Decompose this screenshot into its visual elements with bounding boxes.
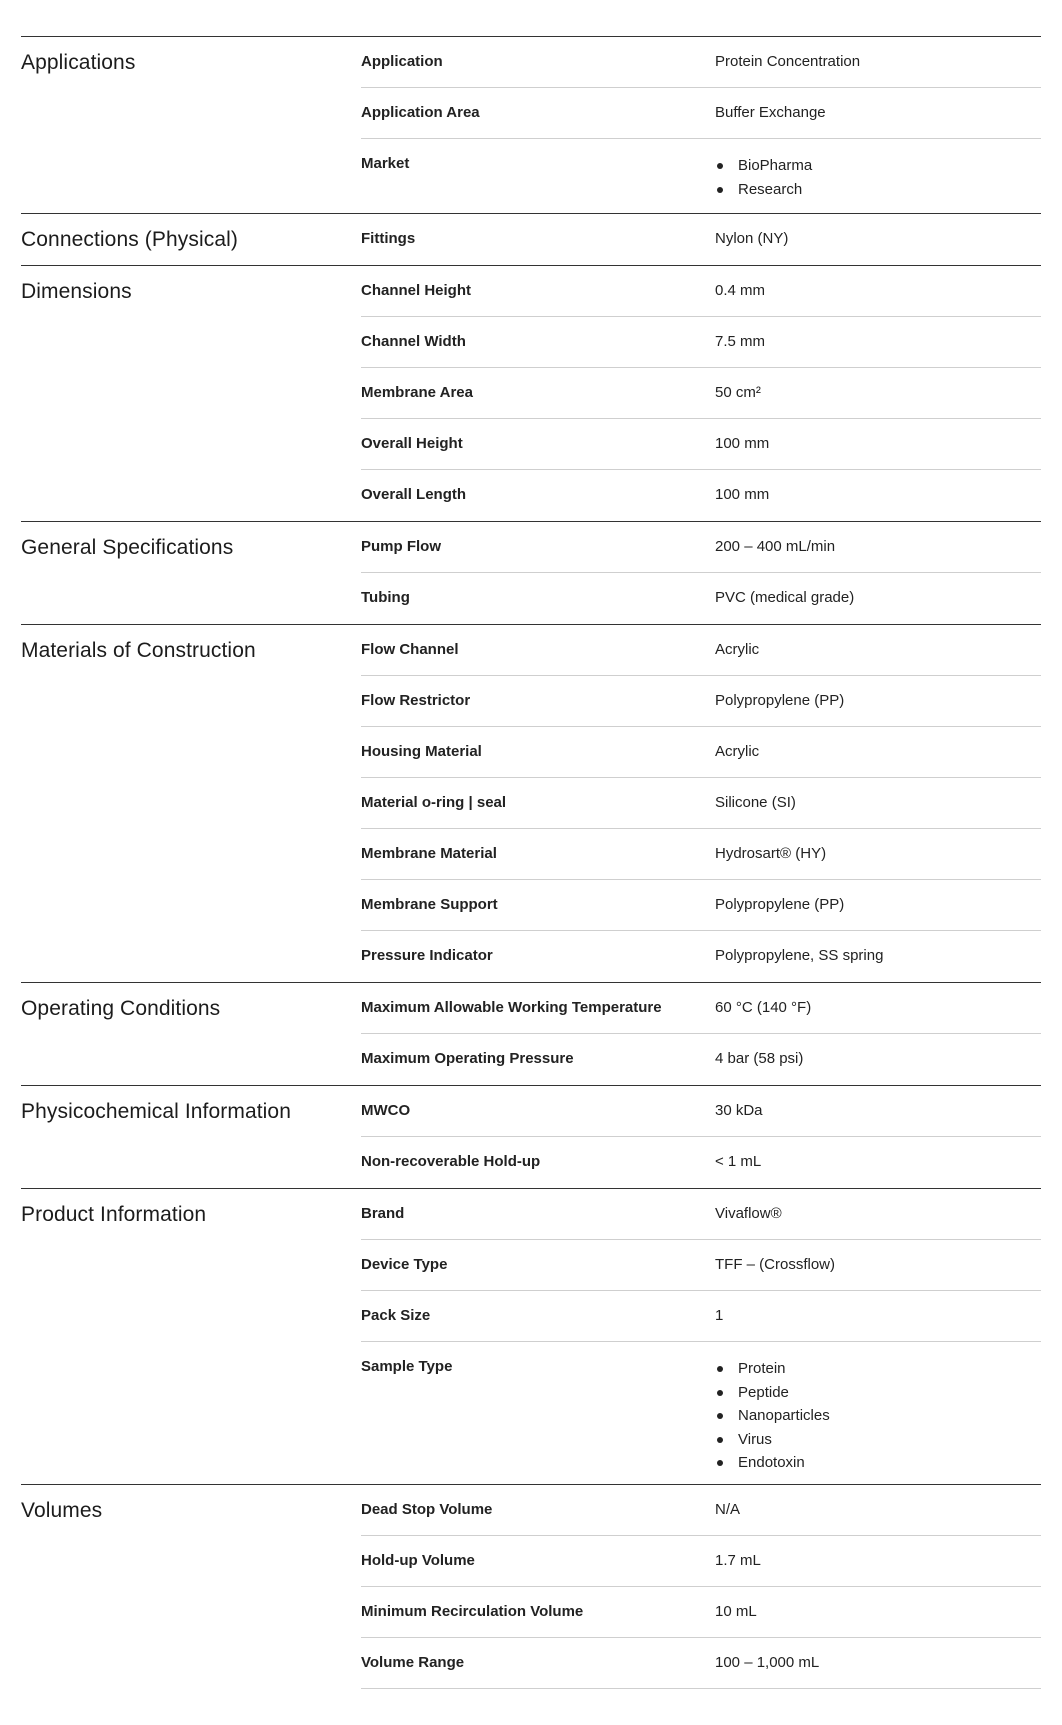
spec-property-label: Membrane Material	[361, 845, 497, 862]
spec-row-hold-up-volume	[361, 1536, 1041, 1587]
spec-value: Polypropylene (PP)	[715, 896, 845, 913]
spec-property-label: Channel Height	[361, 282, 472, 299]
spec-rows	[361, 1189, 1041, 1484]
spec-row-membrane-support	[361, 880, 1041, 931]
spec-property-label: Market	[361, 155, 410, 172]
spec-value: 0.4 mm	[715, 282, 766, 299]
spec-value: 1.7 mL	[715, 1552, 761, 1569]
spec-value: Nylon (NY)	[715, 230, 789, 247]
spec-row-sample-type	[361, 1342, 1041, 1484]
spec-value-list-item	[715, 1451, 1041, 1475]
spec-property-label: Minimum Recirculation Volume	[361, 1603, 584, 1620]
spec-group-connections-physical	[21, 213, 1041, 265]
spec-value-list	[715, 154, 1041, 201]
spec-property-label: Pump Flow	[361, 538, 441, 555]
spec-row-maximum-operating-pressure	[361, 1034, 1041, 1085]
table-bottom-divider	[361, 1688, 1041, 1689]
spec-value: 1	[715, 1307, 724, 1324]
spec-property-label: Pressure Indicator	[361, 947, 493, 964]
spec-row-volume-range	[361, 1638, 1041, 1689]
spec-property-label: Housing Material	[361, 743, 482, 760]
spec-row-flow-channel	[361, 625, 1041, 676]
spec-group-title: Dimensions	[21, 280, 132, 303]
bullet-icon	[717, 187, 723, 193]
spec-value: Hydrosart® (HY)	[715, 845, 827, 862]
spec-value-list-text: Endotoxin	[738, 1454, 805, 1471]
spec-property-label: Hold-up Volume	[361, 1552, 475, 1569]
spec-value: < 1 mL	[715, 1153, 762, 1170]
spec-group-volumes	[21, 1484, 1041, 1689]
spec-property-label: Tubing	[361, 589, 410, 606]
spec-rows	[361, 266, 1041, 521]
spec-rows	[361, 522, 1041, 624]
spec-value: 60 °C (140 °F)	[715, 999, 812, 1016]
spec-row-housing-material	[361, 727, 1041, 778]
spec-property-label: Membrane Support	[361, 896, 498, 913]
spec-property-label: Fittings	[361, 230, 416, 247]
spec-value: Silicone (SI)	[715, 794, 796, 811]
spec-row-overall-length	[361, 470, 1041, 521]
spec-property-label: Maximum Operating Pressure	[361, 1050, 574, 1067]
spec-value-list-item	[715, 1428, 1041, 1452]
spec-group-general-specifications	[21, 521, 1041, 624]
spec-value: 200 – 400 mL/min	[715, 538, 836, 555]
spec-value-list-text: Nanoparticles	[738, 1407, 830, 1424]
spec-value: 4 bar (58 psi)	[715, 1050, 804, 1067]
spec-property-label: Material o-ring | seal	[361, 794, 507, 811]
spec-value: 100 mm	[715, 435, 770, 452]
spec-property-label: Membrane Area	[361, 384, 473, 401]
spec-property-label: Volume Range	[361, 1654, 465, 1671]
spec-group-operating-conditions	[21, 982, 1041, 1085]
spec-row-dead-stop-volume	[361, 1485, 1041, 1536]
spec-value: Protein Concentration	[715, 53, 861, 70]
spec-group-title: Materials of Construction	[21, 639, 256, 662]
spec-rows	[361, 37, 1041, 213]
spec-group-product-information	[21, 1188, 1041, 1484]
spec-property-label: Sample Type	[361, 1358, 453, 1375]
spec-row-pack-size	[361, 1291, 1041, 1342]
spec-value: TFF – (Crossflow)	[715, 1256, 835, 1273]
spec-value-list-text: Protein	[738, 1360, 786, 1377]
spec-value: Polypropylene (PP)	[715, 692, 845, 709]
spec-group-applications	[21, 36, 1041, 213]
spec-row-non-recoverable-hold-up	[361, 1137, 1041, 1188]
spec-property-label: Flow Channel	[361, 641, 459, 658]
spec-property-label: Non-recoverable Hold-up	[361, 1153, 541, 1170]
spec-group-title: Operating Conditions	[21, 997, 221, 1020]
spec-value-list-item	[715, 1404, 1041, 1428]
spec-rows	[361, 1485, 1041, 1689]
bullet-icon	[717, 1366, 723, 1372]
bullet-icon	[717, 1413, 723, 1419]
spec-property-label: Brand	[361, 1205, 405, 1222]
spec-value	[715, 139, 1041, 213]
spec-value-list-text: BioPharma	[738, 157, 813, 174]
spec-group-title: Applications	[21, 51, 136, 74]
spec-value: Acrylic	[715, 641, 760, 658]
spec-property-label: Device Type	[361, 1256, 448, 1273]
spec-group-physicochemical-information	[21, 1085, 1041, 1188]
spec-value: 100 mm	[715, 486, 770, 503]
spec-group-title: Volumes	[21, 1499, 103, 1522]
spec-property-label: Channel Width	[361, 333, 466, 350]
spec-value: 100 – 1,000 mL	[715, 1654, 820, 1671]
spec-row-minimum-recirculation-volume	[361, 1587, 1041, 1638]
spec-row-flow-restrictor	[361, 676, 1041, 727]
spec-value-list-item	[715, 1381, 1041, 1405]
spec-rows	[361, 983, 1041, 1085]
spec-row-application	[361, 37, 1041, 88]
spec-row-maximum-allowable-working-temperature	[361, 983, 1041, 1034]
spec-row-application-area	[361, 88, 1041, 139]
spec-value-list-text: Peptide	[738, 1383, 789, 1401]
spec-row-mwco	[361, 1086, 1041, 1137]
spec-row-material-o-ring-seal	[361, 778, 1041, 829]
bullet-icon	[717, 1437, 723, 1443]
spec-group-title: General Specifications	[21, 536, 234, 559]
spec-value-list-text: Virus	[738, 1430, 772, 1448]
spec-value-list	[715, 1357, 1041, 1475]
bullet-icon	[717, 1390, 723, 1396]
spec-row-device-type	[361, 1240, 1041, 1291]
spec-value	[715, 1342, 1041, 1484]
spec-value: N/A	[715, 1501, 741, 1518]
spec-rows	[361, 625, 1041, 982]
spec-row-fittings	[361, 214, 1041, 265]
spec-row-membrane-area	[361, 368, 1041, 419]
spec-row-channel-height	[361, 266, 1041, 317]
spec-value: Polypropylene, SS spring	[715, 947, 884, 964]
spec-row-membrane-material	[361, 829, 1041, 880]
spec-value-list-text: Research	[738, 180, 803, 198]
spec-row-pressure-indicator	[361, 931, 1041, 982]
spec-row-brand	[361, 1189, 1041, 1240]
spec-value: Buffer Exchange	[715, 104, 826, 121]
spec-row-pump-flow	[361, 522, 1041, 573]
spec-property-label: Overall Length	[361, 486, 467, 503]
spec-group-title: Physicochemical Information	[21, 1100, 291, 1123]
spec-row-channel-width	[361, 317, 1041, 368]
spec-rows	[361, 214, 1041, 265]
bullet-icon	[717, 1460, 723, 1466]
spec-value: Vivaflow®	[715, 1205, 782, 1222]
spec-property-label: Maximum Allowable Working Temperature	[361, 999, 662, 1016]
spec-row-market	[361, 139, 1041, 213]
spec-value: Acrylic	[715, 743, 760, 760]
spec-value: 50 cm²	[715, 384, 761, 401]
spec-group-title: Product Information	[21, 1203, 207, 1226]
spec-property-label: Flow Restrictor	[361, 692, 471, 709]
spec-property-label: Application	[361, 53, 443, 70]
bullet-icon	[717, 163, 723, 169]
spec-value: 7.5 mm	[715, 333, 766, 350]
spec-group-dimensions	[21, 265, 1041, 521]
spec-value: 30 kDa	[715, 1102, 763, 1119]
spec-value-list-item	[715, 154, 1041, 178]
spec-row-tubing	[361, 573, 1041, 624]
spec-group-materials-of-construction	[21, 624, 1041, 982]
spec-value-list-item	[715, 1357, 1041, 1381]
spec-group-title: Connections (Physical)	[21, 228, 238, 251]
specifications-table	[21, 36, 1041, 1689]
spec-row-overall-height	[361, 419, 1041, 470]
spec-value: 10 mL	[715, 1603, 757, 1620]
spec-property-label: Overall Height	[361, 435, 463, 452]
spec-property-label: Dead Stop Volume	[361, 1501, 493, 1518]
spec-value: PVC (medical grade)	[715, 589, 855, 606]
spec-property-label: MWCO	[361, 1102, 411, 1119]
spec-rows	[361, 1086, 1041, 1188]
spec-property-label: Pack Size	[361, 1307, 431, 1324]
spec-value-list-item	[715, 178, 1041, 202]
spec-property-label: Application Area	[361, 104, 480, 121]
